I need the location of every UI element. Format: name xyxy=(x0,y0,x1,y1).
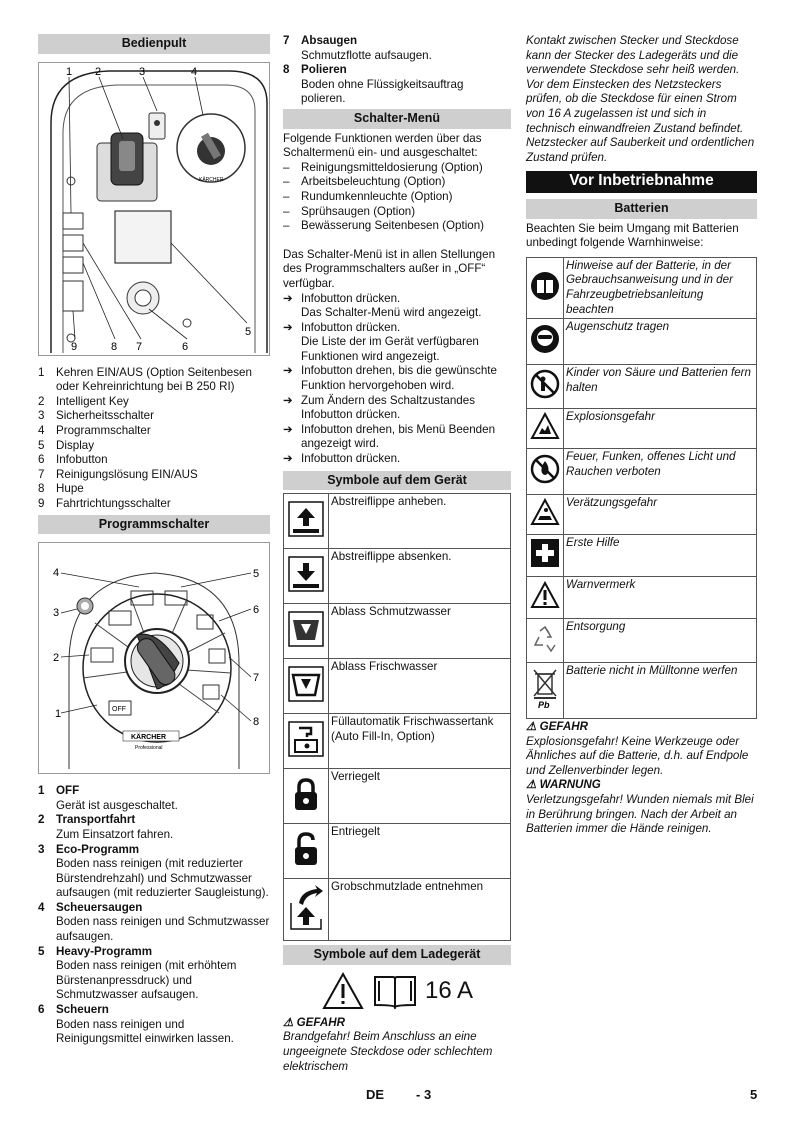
column-2 xyxy=(283,34,511,1074)
table-row: Hinweise auf der Batterie, in der Gebrauchsanweisung und in der Fahrzeugbetriebsanleitung beachten xyxy=(527,257,757,318)
warning-icon: ⚠ xyxy=(526,778,537,792)
warning-triangle-icon xyxy=(321,971,365,1011)
programm-list xyxy=(38,784,270,1047)
switch-brand-text: KÄRCHER xyxy=(131,734,166,742)
list-item: 3 Sicherheitsschalter xyxy=(38,409,154,423)
menu-availability-text: Das Schalter-Menü ist in allen Stellungen des Programmschalters außer in „OFF“ verfügbar. xyxy=(283,247,496,290)
program-switch-drawing xyxy=(39,543,269,773)
table-row: Augenschutz tragen xyxy=(527,319,757,365)
list-item: – Rundumkennleuchte (Option) xyxy=(283,189,453,203)
keep-children-away-icon xyxy=(530,369,560,399)
list-item: 9 Fahrtrichtungsschalter xyxy=(38,496,171,510)
list-item: ➔ Infobutton drehen, bis die gewünschte Funktion hervorgehoben wird. xyxy=(283,364,497,393)
battery-intro-text: Beachten Sie beim Umgang mit Batterien unbedingt folgende Warnhinweise: xyxy=(526,221,739,250)
switch-callout-3: 3 xyxy=(53,607,60,620)
panel-callout-7: 7 xyxy=(136,340,143,353)
list-item: 4 Programmschalter xyxy=(38,423,151,437)
list-item: 8 Polieren Boden ohne Flüssigkeitsauftrag polieren. xyxy=(283,63,464,106)
table-row: Kinder von Säure und Batterien fern halten xyxy=(527,365,757,409)
table-row: Feuer, Funken, offenes Licht und Rauchen verboten xyxy=(527,449,757,495)
warning-icon xyxy=(530,581,560,609)
list-item: 2 Transportfahrt Zum Einsatzort fahren. xyxy=(38,813,174,841)
drain-fresh-water-icon xyxy=(287,665,325,703)
table-row: Ablass Frischwasser xyxy=(284,659,511,714)
list-item: 3 Eco-Programm Boden nass reinigen (mit reduzierter Bürstendrehzahl) und Schmutzwasser aufsaugen (mit reduzierter Saugleistung). xyxy=(38,842,269,900)
panel-callout-4: 4 xyxy=(191,65,198,78)
list-item: ➔ Infobutton drücken. xyxy=(283,452,401,466)
battery-danger-note: ⚠ GEFAHR Explosionsgefahr! Keine Werkzeuge oder Ähnliches auf die Batterie, d.h. auf Endpole und Zellenverbinder legen. ⚠ WARNUNG Verletzungsgefahr! Wunden niemals mit Blei in Berührung bringen. Nach der Arbeit an Batterien immer die Hände reinigen. xyxy=(526,720,754,836)
list-item: – Reinigungsmitteldosierung (Option) xyxy=(283,160,483,174)
battery-warnings-table xyxy=(526,257,757,719)
charger-current-rating: 16 A xyxy=(424,976,474,1004)
no-bin-icon xyxy=(530,666,560,710)
panel-callout-6: 6 xyxy=(182,340,189,353)
table-row: Erste Hilfe xyxy=(527,535,757,577)
arrow-right-icon: ➔ xyxy=(283,291,293,305)
section-header-symbole-ladegeraet: Symbole auf dem Ladegerät xyxy=(283,945,511,965)
table-row: Abstreiflippe absenken. xyxy=(284,549,511,604)
list-item: 2 Intelligent Key xyxy=(38,394,129,408)
squeegee-down-icon xyxy=(287,555,325,593)
charger-warning-continued: Kontakt zwischen Stecker und Steckdose kann der Stecker des Ladegeräts und die verwendete Steckdose sehr heiß werden. Vor dem Einstecken des Netzsteckers prüfen, ob die Steckdose für einen Strom von 16 A zugelassen ist und sich in technisch einwandfreien Zustand befindet. Netzstecker auf Sauberkeit und ordentlichen Zustand prüfen. xyxy=(526,34,755,164)
arrow-right-icon: ➔ xyxy=(283,320,293,334)
table-row: Explosionsgefahr xyxy=(527,409,757,449)
locked-icon xyxy=(287,775,325,813)
panel-brand-text: KÄRCHER xyxy=(199,176,224,183)
column-3 xyxy=(526,34,757,837)
table-row: Verriegelt xyxy=(284,769,511,824)
pb-label: Pb xyxy=(538,700,550,711)
panel-callout-2: 2 xyxy=(95,65,102,78)
switch-callout-8: 8 xyxy=(253,716,260,729)
arrow-right-icon: ➔ xyxy=(283,452,293,466)
panel-callout-1: 1 xyxy=(66,65,73,78)
panel-callout-5: 5 xyxy=(245,325,252,338)
table-row: Warnvermerk xyxy=(527,577,757,619)
manual-book-icon xyxy=(371,971,419,1011)
section-header-symbole-geraet: Symbole auf dem Gerät xyxy=(283,471,511,491)
list-item: 1 Kehren EIN/AUS (Option Seitenbesen oder Kehreinrichtung bei B 250 RI) xyxy=(38,365,252,394)
control-panel-drawing xyxy=(39,63,269,355)
charger-danger-note: ⚠ GEFAHR Brandgefahr! Beim Anschluss an eine ungeeignete Steckdose oder schlechtem elektrischem xyxy=(283,1015,493,1073)
footer-language: DE xyxy=(366,1087,385,1102)
unlocked-icon xyxy=(287,830,325,868)
switch-callout-2: 2 xyxy=(53,652,60,665)
charger-symbols-row xyxy=(283,968,511,1014)
manual-icon xyxy=(530,271,560,301)
programm-list-continued xyxy=(283,34,511,107)
table-row: Ablass Schmutzwasser xyxy=(284,604,511,659)
list-item: 5 Display xyxy=(38,438,95,452)
recycling-icon xyxy=(530,623,560,653)
list-item: 6 Infobutton xyxy=(38,453,108,467)
arrow-right-icon: ➔ xyxy=(283,422,293,436)
menu-function-list xyxy=(283,161,511,234)
control-panel-figure xyxy=(38,62,270,356)
panel-callout-3: 3 xyxy=(139,65,146,78)
corrosive-icon xyxy=(530,498,560,526)
list-item: 7 Reinigungslösung EIN/AUS xyxy=(38,467,198,481)
table-row: Entriegelt xyxy=(284,824,511,879)
column-1 xyxy=(38,34,270,1047)
remove-debris-tray-icon xyxy=(287,883,325,931)
section-header-schalter-menu: Schalter-Menü xyxy=(283,109,511,129)
footer-page-code: - 3 xyxy=(416,1087,432,1102)
device-symbols-table xyxy=(283,493,511,941)
auto-fill-icon xyxy=(287,720,325,758)
no-fire-icon xyxy=(530,454,560,484)
eye-protection-icon xyxy=(530,324,560,354)
list-item: ➔ Infobutton drücken. Das Schalter-Menü wird angezeigt. xyxy=(283,291,482,320)
squeegee-up-icon xyxy=(287,500,325,538)
section-header-bedienpult: Bedienpult xyxy=(38,34,270,54)
menu-steps-list xyxy=(283,292,511,467)
table-row: Füllautomatik Frischwassertank (Auto Fill-In, Option) xyxy=(284,714,511,769)
panel-callout-9: 9 xyxy=(71,340,78,353)
section-header-batterien: Batterien xyxy=(526,199,757,219)
off-position-text: OFF xyxy=(112,706,126,714)
list-item: 1 OFF Gerät ist ausgeschaltet. xyxy=(38,784,178,812)
list-item: ➔ Zum Ändern des Schaltzustandes Infobutton drücken. xyxy=(283,393,476,422)
drain-dirty-water-icon xyxy=(287,610,325,648)
switch-professional-text: Professional xyxy=(135,745,163,752)
bedienpult-list xyxy=(38,366,270,512)
arrow-right-icon: ➔ xyxy=(283,364,293,378)
table-row: Entsorgung xyxy=(527,619,757,663)
footer-page-number: 5 xyxy=(750,1087,758,1102)
explosion-icon xyxy=(530,412,560,440)
list-item: ➔ Infobutton drehen, bis Menü Beenden angezeigt wird. xyxy=(283,422,496,451)
switch-callout-4: 4 xyxy=(53,567,60,580)
list-item: 7 Absaugen Schmutzflotte aufsaugen. xyxy=(283,34,432,62)
program-switch-figure xyxy=(38,542,270,774)
switch-callout-1: 1 xyxy=(55,708,62,721)
list-item: 5 Heavy-Programm Boden nass reinigen (mit erhöhtem Bürstenanpressdruck) und Schmutzwasser aufsaugen. xyxy=(38,944,237,1002)
switch-callout-6: 6 xyxy=(253,604,260,617)
first-aid-icon xyxy=(530,538,560,568)
switch-callout-5: 5 xyxy=(253,568,260,581)
list-item: 8 Hupe xyxy=(38,482,84,496)
list-item: – Bewässerung Seitenbesen (Option) xyxy=(283,219,485,233)
list-item: – Arbeitsbeleuchtung (Option) xyxy=(283,175,446,189)
table-row: Grobschmutzlade entnehmen xyxy=(284,879,511,941)
warning-icon: ⚠ xyxy=(283,1015,294,1029)
warning-icon: ⚠ xyxy=(526,720,537,734)
list-item: 4 Scheuersaugen Boden nass reinigen und Schmutzwasser aufsaugen. xyxy=(38,900,270,944)
menu-intro-text: Folgende Funktionen werden über das Schaltermenü ein- und ausgeschaltet: xyxy=(283,131,482,160)
table-row: Verätzungsgefahr xyxy=(527,495,757,535)
switch-callout-7: 7 xyxy=(253,672,260,685)
list-item: – Sprühsaugen (Option) xyxy=(283,204,416,218)
table-row: Abstreiflippe anheben. xyxy=(284,494,511,549)
section-header-vor-inbetriebnahme: Vor Inbetriebnahme xyxy=(526,171,757,193)
panel-callout-8: 8 xyxy=(111,340,118,353)
table-row: Pb Batterie nicht in Mülltonne werfen xyxy=(527,663,757,719)
section-header-programmschalter: Programmschalter xyxy=(38,515,270,535)
arrow-right-icon: ➔ xyxy=(283,393,293,407)
list-item: 6 Scheuern Boden nass reinigen und Reinigungsmittel einwirken lassen. xyxy=(38,1003,234,1046)
list-item: ➔ Infobutton drücken. Die Liste der im Gerät verfügbaren Funktionen wird angezeigt. xyxy=(283,320,479,363)
